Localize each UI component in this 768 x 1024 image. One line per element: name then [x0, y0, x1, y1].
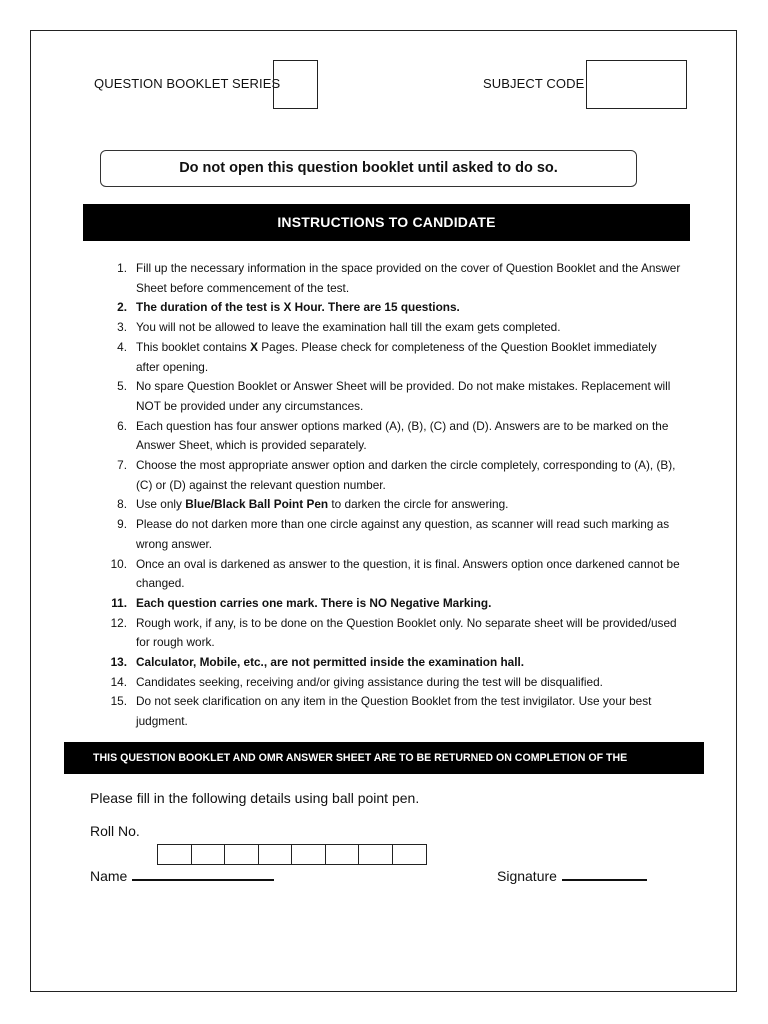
instruction-text: Do not seek clarification on any item in the Question Booklet from the test invigilator. Use your best judgment.: [136, 694, 652, 729]
instructions-list: [108, 259, 683, 732]
instruction-text: The duration of the test is X Hour. There are 15 questions.: [136, 300, 460, 315]
instruction-item: [108, 673, 683, 693]
instruction-item: [108, 555, 683, 594]
roll-no-label: Roll No.: [90, 823, 140, 839]
roll-no-cell[interactable]: [292, 845, 326, 864]
instruction-item: [108, 495, 683, 515]
roll-no-cell[interactable]: [158, 845, 192, 864]
instruction-number: 7.: [117, 458, 127, 473]
instruction-text: Each question has four answer options marked (A), (B), (C) and (D). Answers are to be marked on the Answer Sheet, which is provided separately.: [136, 418, 669, 453]
warning-notice: Do not open this question booklet until asked to do so.: [100, 150, 637, 187]
instruction-text: Use only Blue/Black Ball Point Pen to darken the circle for answering.: [136, 497, 509, 512]
instruction-item: [108, 318, 683, 338]
instruction-number: 6.: [117, 418, 127, 433]
instruction-item: [108, 692, 683, 731]
instruction-number: 14.: [110, 674, 127, 689]
instruction-number: 10.: [110, 556, 127, 571]
signature-field: [497, 867, 647, 884]
fill-note: Please fill in the following details using ball point pen.: [90, 790, 420, 806]
instruction-number: 1.: [117, 261, 127, 275]
name-field: [90, 867, 274, 884]
subject-code-label: SUBJECT CODE: [483, 76, 585, 91]
instruction-item: [108, 338, 683, 377]
instruction-number: 13.: [110, 655, 127, 670]
roll-no-grid: [157, 844, 427, 865]
roll-no-cell[interactable]: [259, 845, 293, 864]
instruction-item: [108, 614, 683, 653]
roll-no-cell[interactable]: [225, 845, 259, 864]
instruction-number: 12.: [110, 615, 127, 630]
instruction-text: This booklet contains X Pages. Please check for completeness of the Question Booklet immediately after opening.: [136, 339, 657, 374]
return-notice: THIS QUESTION BOOKLET AND OMR ANSWER SHEET ARE TO BE RETURNED ON COMPLETION OF THE: [64, 742, 704, 774]
instruction-number: 2.: [117, 300, 127, 315]
instruction-text: Calculator, Mobile, etc., are not permitted inside the examination hall.: [136, 655, 525, 670]
name-line[interactable]: [132, 867, 274, 881]
instruction-item: [108, 377, 683, 416]
instruction-text: Fill up the necessary information in the space provided on the cover of Question Booklet and the Answer Sheet before commencement of the test.: [136, 261, 681, 295]
instructions-title: INSTRUCTIONS TO CANDIDATE: [83, 204, 690, 241]
instruction-item: [108, 653, 683, 673]
instruction-text: Candidates seeking, receiving and/or giving assistance during the test will be disqualified.: [136, 674, 603, 689]
instruction-number: 9.: [117, 517, 127, 532]
instruction-item: [108, 259, 683, 298]
instruction-item: [108, 594, 683, 614]
instruction-item: [108, 417, 683, 456]
instruction-text: Choose the most appropriate answer option and darken the circle completely, corresponding to (A), (B), (C) or (D) against the relevant question number.: [136, 458, 676, 492]
roll-no-cell[interactable]: [393, 845, 427, 864]
roll-no-cell[interactable]: [359, 845, 393, 864]
instruction-number: 11.: [111, 595, 127, 610]
instruction-text: Rough work, if any, is to be done on the Question Booklet only. No separate sheet will be provided/used for rough work.: [136, 615, 677, 650]
signature-label: Signature: [497, 868, 557, 884]
instruction-text: Please do not darken more than one circle against any question, as scanner will read such marking as wrong answer.: [136, 517, 670, 551]
signature-line[interactable]: [562, 867, 647, 881]
series-box[interactable]: [273, 60, 318, 109]
instruction-number: 15.: [110, 694, 127, 709]
instruction-text: You will not be allowed to leave the examination hall till the exam gets completed.: [136, 320, 561, 335]
instruction-text: Once an oval is darkened as answer to the question, it is final. Answers option once darkened cannot be changed.: [136, 556, 680, 591]
subject-code-box[interactable]: [586, 60, 687, 109]
instruction-text: No spare Question Booklet or Answer Sheet will be provided. Do not make mistakes. Replacement will NOT be provided under any circumstances.: [136, 379, 671, 413]
roll-no-cell[interactable]: [192, 845, 226, 864]
instruction-item: [108, 456, 683, 495]
instruction-text: Each question carries one mark. There is NO Negative Marking.: [136, 595, 492, 610]
question-booklet-cover: [30, 30, 737, 992]
name-label: Name: [90, 868, 128, 884]
instruction-item: [108, 515, 683, 554]
series-label: QUESTION BOOKLET SERIES: [94, 76, 281, 91]
instruction-number: 3.: [117, 320, 127, 335]
instruction-item: [108, 298, 683, 318]
instruction-number: 8.: [117, 497, 127, 512]
instruction-number: 4.: [117, 339, 127, 354]
roll-no-cell[interactable]: [326, 845, 360, 864]
instruction-number: 5.: [117, 379, 127, 394]
